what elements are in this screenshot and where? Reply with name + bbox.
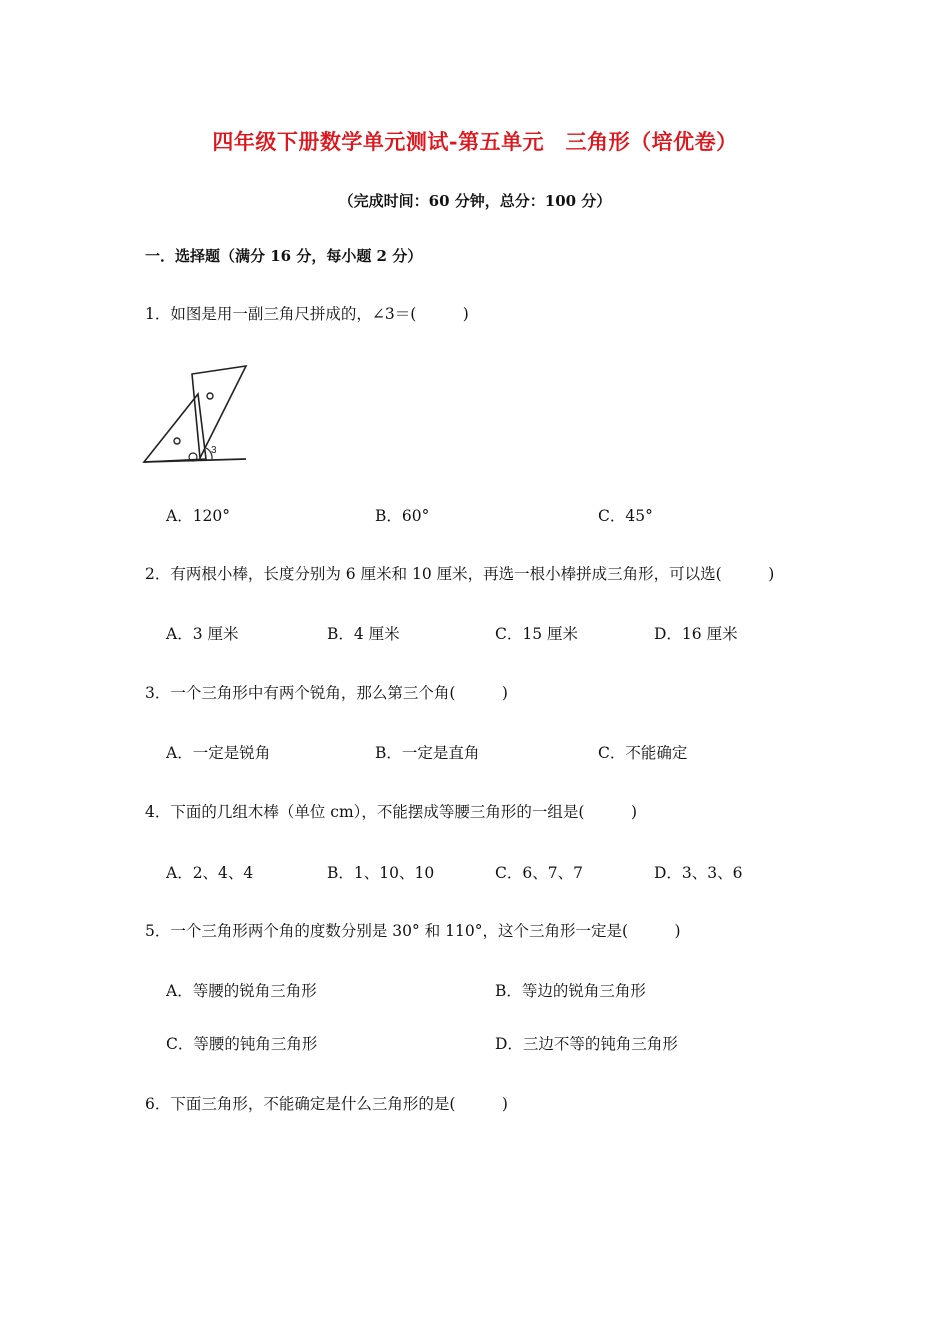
q4-option-a: A．2、4、4 <box>166 864 254 882</box>
page-title: 四年级下册数学单元测试-第五单元 三角形（培优卷） <box>212 129 738 154</box>
question-2-stem: 2．有两根小棒，长度分别为 6 厘米和 10 厘米，再选一根小棒拼成三角形，可以选( ) <box>145 565 775 583</box>
angle-3-label: 3 <box>211 445 217 456</box>
question-5-stem: 5．一个三角形两个角的度数分别是 30° 和 110°，这个三角形一定是( ) <box>145 922 681 940</box>
q5-option-a: A．等腰的锐角三角形 <box>166 982 317 1000</box>
question-1-stem: 1．如图是用一副三角尺拼成的，∠3＝( ) <box>145 305 469 323</box>
q3-option-c: C．不能确定 <box>598 744 688 762</box>
q2-option-c: C．15 厘米 <box>495 625 579 643</box>
q1-option-c: C．45° <box>598 507 653 525</box>
section-heading: 一．选择题（满分 16 分，每小题 2 分） <box>145 247 423 265</box>
q4-option-b: B．1、10、10 <box>327 864 435 882</box>
question-3-stem: 3．一个三角形中有两个锐角，那么第三个角( ) <box>145 684 508 702</box>
q2-option-d: D．16 厘米 <box>654 625 738 643</box>
q1-option-a: A．120° <box>166 507 231 525</box>
q3-option-a: A．一定是锐角 <box>166 744 271 762</box>
q5-option-c: C．等腰的钝角三角形 <box>166 1035 318 1053</box>
question-6-stem: 6．下面三角形，不能确定是什么三角形的是( ) <box>145 1095 508 1113</box>
triangle-rulers-figure <box>140 362 252 466</box>
question-4-stem: 4．下面的几组木棒（单位 cm），不能摆成等腰三角形的一组是( ) <box>145 803 638 821</box>
q2-option-b: B．4 厘米 <box>327 625 400 643</box>
q5-option-d: D．三边不等的钝角三角形 <box>495 1035 678 1053</box>
page-subtitle: （完成时间：60 分钟，总分：100 分） <box>338 192 612 210</box>
q3-option-b: B．一定是直角 <box>375 744 480 762</box>
q4-option-d: D．3、3、6 <box>654 864 743 882</box>
q2-option-a: A．3 厘米 <box>166 625 239 643</box>
q5-option-b: B．等边的锐角三角形 <box>495 982 646 1000</box>
q1-option-b: B．60° <box>375 507 430 525</box>
q4-option-c: C．6、7、7 <box>495 864 583 882</box>
